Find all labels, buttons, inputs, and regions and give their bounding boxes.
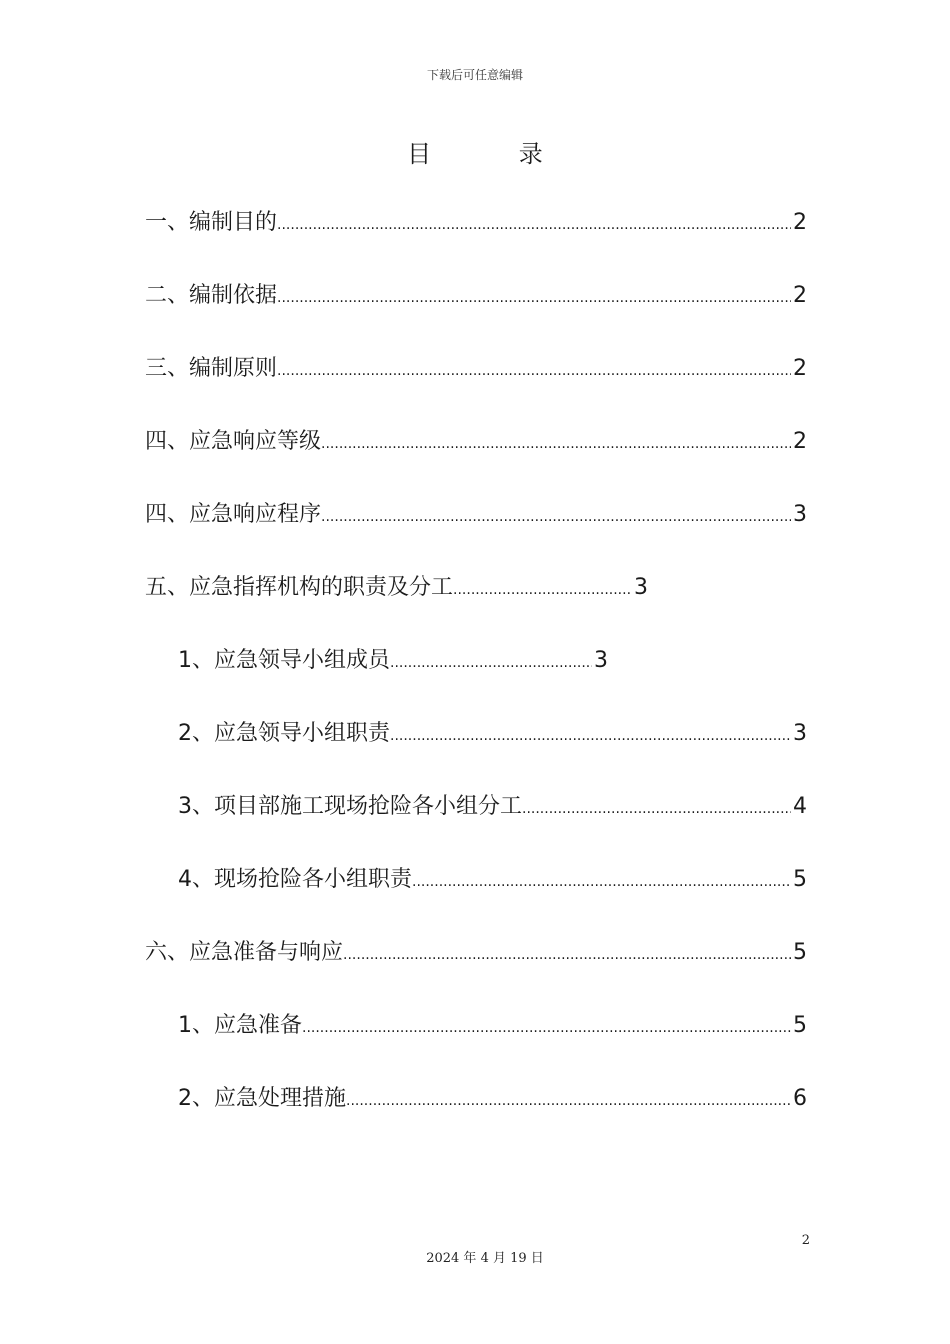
- toc-entry[interactable]: [178, 1011, 807, 1041]
- toc-entry-page: 2: [793, 283, 807, 308]
- toc-entry-page: 3: [793, 721, 807, 746]
- toc-entry-page: 2: [793, 429, 807, 454]
- toc-leader-dots: [321, 502, 791, 532]
- toc-entry[interactable]: [145, 281, 807, 311]
- toc-entry-page: 5: [793, 1013, 807, 1038]
- toc-entry-label: 4、现场抢险各小组职责: [178, 867, 412, 892]
- toc-entry-label: 五、应急指挥机构的职责及分工: [145, 575, 454, 600]
- toc-entry-label: 一、编制目的: [145, 210, 278, 235]
- toc-leader-dots: [343, 940, 791, 970]
- toc-entry-page: 4: [793, 794, 807, 819]
- toc-entry[interactable]: [145, 427, 807, 457]
- toc-entry-label: 二、编制依据: [145, 283, 278, 308]
- toc-entry[interactable]: [145, 938, 807, 968]
- toc-entry-label: 四、应急响应程序: [145, 502, 322, 527]
- toc-entry-label: 2、应急处理措施: [178, 1086, 346, 1111]
- toc-entry-label: 六、应急准备与响应: [145, 940, 344, 965]
- toc-leader-dots: [522, 794, 791, 824]
- toc-entry[interactable]: [178, 792, 807, 822]
- toc-entry[interactable]: [178, 646, 608, 676]
- toc-entry-page: 2: [793, 356, 807, 381]
- toc-entry[interactable]: [178, 1084, 807, 1114]
- toc-entry-label: 三、编制原则: [145, 356, 278, 381]
- toc-leader-dots: [277, 356, 791, 386]
- toc-entry-page: 2: [793, 210, 807, 235]
- header-note: 下载后可任意编辑: [426, 68, 523, 82]
- toc-leader-dots: [390, 648, 592, 678]
- toc-entry-page: 5: [793, 867, 807, 892]
- toc-entry[interactable]: [145, 573, 648, 603]
- page-number: 2: [801, 1233, 810, 1248]
- toc-entry-label: 四、应急响应等级: [145, 429, 322, 454]
- toc-leader-dots: [302, 1013, 791, 1043]
- toc-entry[interactable]: [145, 208, 807, 238]
- toc-entry-page: 6: [793, 1086, 807, 1111]
- toc-entry[interactable]: [178, 865, 807, 895]
- toc-entry[interactable]: [178, 719, 807, 749]
- toc-leader-dots: [453, 575, 632, 605]
- toc-entry[interactable]: [145, 500, 807, 530]
- toc-leader-dots: [277, 210, 791, 240]
- toc-entry-page: 3: [793, 502, 807, 527]
- toc-leader-dots: [412, 867, 791, 897]
- toc-title: 目 录: [407, 140, 583, 168]
- toc-entry-page: 3: [594, 648, 608, 673]
- toc-leader-dots: [321, 429, 791, 459]
- toc-entry-page: 3: [634, 575, 648, 600]
- toc-leader-dots: [346, 1086, 791, 1116]
- toc-entry-label: 1、应急准备: [178, 1013, 302, 1038]
- toc-leader-dots: [390, 721, 791, 751]
- toc-entry-label: 2、应急领导小组职责: [178, 721, 390, 746]
- toc-entry[interactable]: [145, 354, 807, 384]
- toc-entry-label: 3、项目部施工现场抢险各小组分工: [178, 794, 522, 819]
- toc-entry-label: 1、应急领导小组成员: [178, 648, 390, 673]
- footer-date: 2024 年 4 月 19 日: [426, 1251, 544, 1266]
- toc-leader-dots: [277, 283, 791, 313]
- toc-entry-page: 5: [793, 940, 807, 965]
